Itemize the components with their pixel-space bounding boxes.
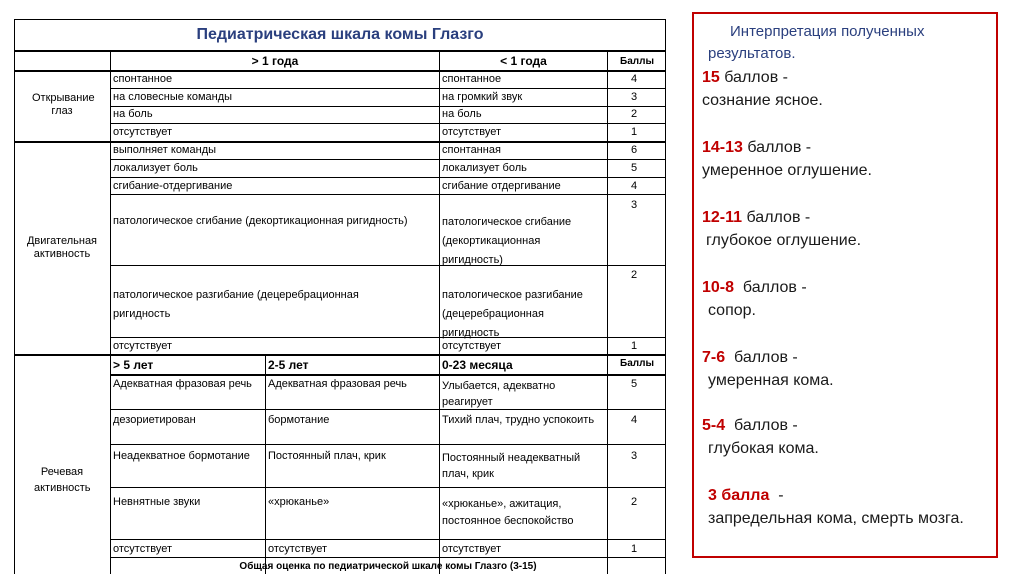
cell-younger: на боль [442,108,482,120]
header-c1: > 5 лет [113,358,154,372]
cell-older: выполняет команды [113,144,217,156]
header-c2: 2-5 лет [268,358,309,372]
cell-c1: Адекватная фразовая речь [113,378,252,390]
score-range: 3 балла [708,487,770,504]
cell-score: 2 [631,269,638,281]
score-range: 5-4 [702,417,726,434]
cell-score: 1 [631,340,638,352]
cell-score: 3 [631,199,638,211]
cell-c1: отсутствует [113,543,173,555]
cell-c1: Неадекватное бормотание [113,450,250,462]
cell-score: 4 [631,414,638,426]
cell-score: 2 [631,496,638,508]
cell-younger: патологическое разгибание (децеребрационная ригидность [442,289,583,339]
score-desc: глубокое оглушение. [706,232,862,249]
cell-older: отсутствует [113,126,173,138]
table-footer: Общая оценка по педиатрической шкале комы Глазго (3-15) [239,561,537,572]
score-range: 14-13 [702,139,743,156]
header-younger: < 1 года [500,54,547,68]
cell-older: патологическое сгибание (декортикационная ригидность) [113,215,408,227]
header2-score: Баллы [620,358,654,369]
cell-c1: дезориетирован [113,414,196,426]
score-unit: баллов - [742,279,807,296]
score-desc: умеренное оглушение. [702,162,872,179]
cell-older: на словесные команды [113,91,233,103]
interpretation-heading-2: результатов. [708,45,796,62]
score-unit: - [778,487,784,504]
score-range: 7-6 [702,349,726,366]
header-c3: 0-23 месяца [442,358,513,372]
cell-younger: отсутствует [442,126,502,138]
score-desc: сопор. [708,302,756,319]
cell-younger: локализует боль [442,162,527,174]
interpretation-heading-1: Интерпретация полученных [730,23,925,40]
cell-younger: патологическое сгибание (декортикационная ригидность) [442,216,572,266]
cell-c2: отсутствует [268,543,328,555]
cell-c2: Постоянный плач, крик [268,450,386,462]
cell-score: 1 [631,126,638,138]
verbal-label: Речевая активность [34,466,91,494]
interpretation-box [692,12,998,558]
table-title: Педиатрическая шкала комы Глазго [196,26,484,43]
score-desc: умеренная кома. [708,372,834,389]
cell-older: локализует боль [113,162,198,174]
cell-younger: сгибание отдергивание [442,180,561,192]
score-range: 15 [702,69,720,86]
cell-older: отсутствует [113,340,173,352]
cell-c1: Невнятные звуки [113,496,201,508]
cell-score: 4 [631,73,638,85]
cell-younger: спонтанное [442,73,502,85]
cell-younger: на громкий звук [442,91,523,103]
cell-older: сгибание-отдергивание [113,180,233,192]
cell-younger: спонтанная [442,144,501,156]
score-desc: сознание ясное. [702,92,823,109]
header-score: Баллы [620,56,654,67]
score-range: 12-11 [702,209,743,226]
cell-score: 6 [631,144,638,156]
score-range: 10-8 [702,279,735,296]
cell-c2: бормотание [268,414,330,426]
cell-score: 3 [631,450,638,462]
cell-c2: «хрюканье» [268,496,330,508]
score-desc: запредельная кома, смерть мозга. [708,510,964,527]
cell-score: 5 [631,162,638,174]
score-unit: баллов - [724,69,788,86]
header-older: > 1 года [251,54,299,68]
score-unit: баллов - [746,209,811,226]
score-desc: глубокая кома. [708,440,819,457]
score-unit: баллов - [734,417,798,434]
eyes-label: Открывание глаз [32,92,95,117]
score-unit: баллов - [747,139,812,156]
score-unit: баллов - [734,349,798,366]
cell-c3: Улыбается, адекватно реагирует [442,380,556,408]
cell-score: 3 [631,91,638,103]
cell-c3: «хрюканье», ажитация, постоянное беспокойство [442,498,574,527]
cell-score: 2 [631,108,638,120]
motor-label: Двигательная активность [26,235,98,260]
cell-younger: отсутствует [442,340,502,352]
cell-c3: Тихий плач, трудно успокоить [442,414,595,426]
cell-c3: Постоянный неадекватный плач, крик [442,452,581,480]
cell-score: 5 [631,378,638,390]
cell-score: 4 [631,180,638,192]
cell-older: на боль [113,108,153,120]
cell-score: 1 [631,543,638,555]
cell-c2: Адекватная фразовая речь [268,378,407,390]
cell-older: патологическое разгибание (децеребрационная ригидность [113,289,359,320]
cell-older: спонтанное [113,73,173,85]
cell-c3: отсутствует [442,543,502,555]
